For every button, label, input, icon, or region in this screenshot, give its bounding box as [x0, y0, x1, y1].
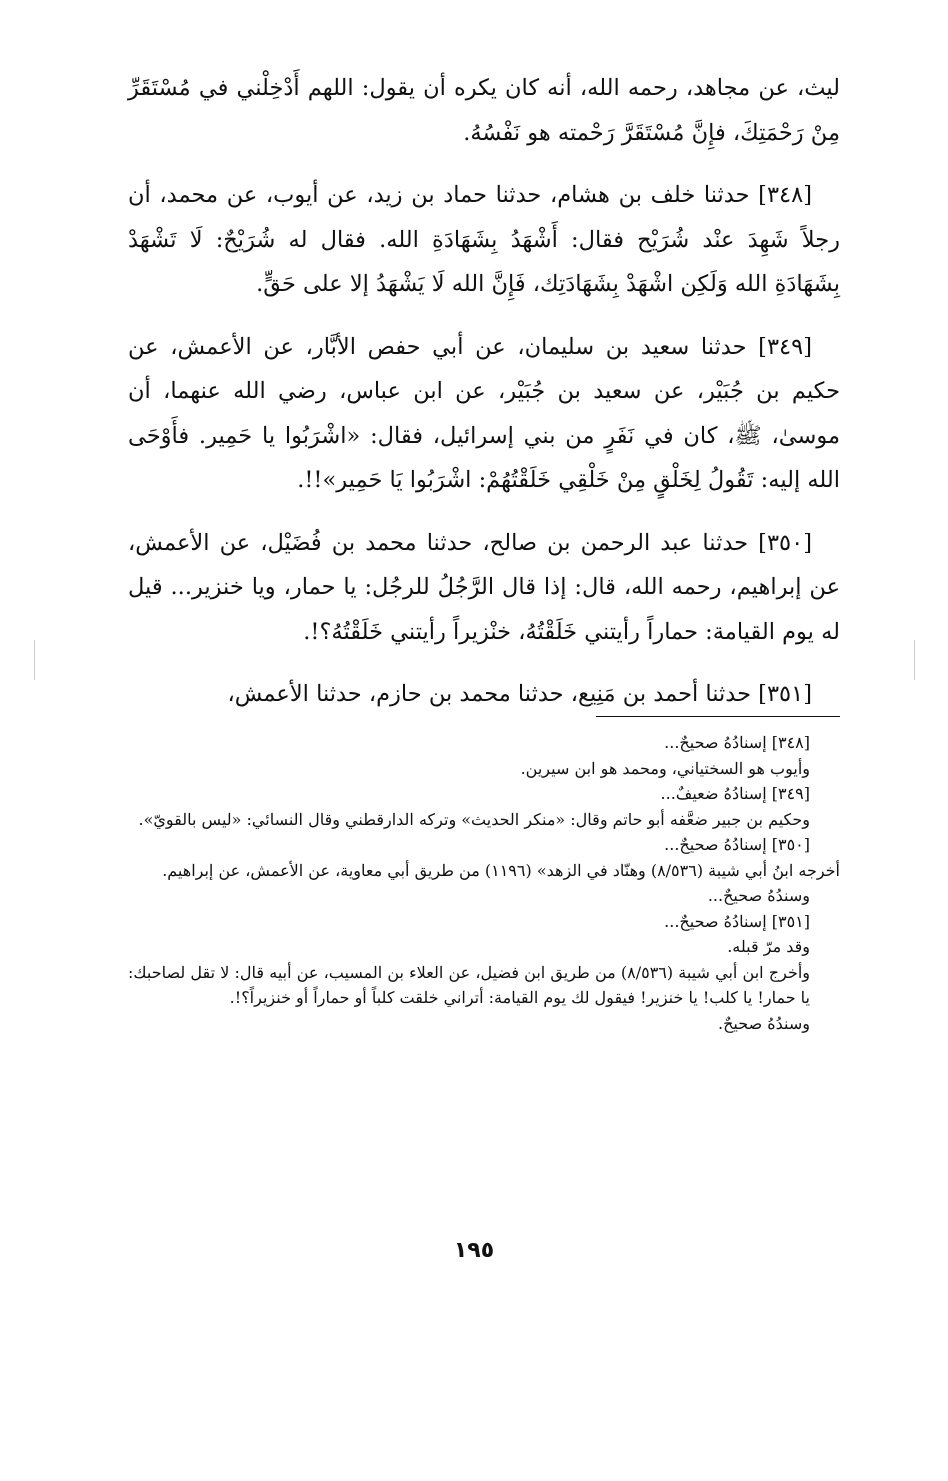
hadith-350: [٣٥٠] حدثنا عبد الرحمن بن صالح، حدثنا محمد بن فُضَيْل، عن الأعمش، عن إبراهيم، رحمه الله، قال: إذا قال الرَّجُلُ للرجُل: يا حمار، ويا خنزير... قيل له يوم القيامة: حماراً رأيتني خَلَقْتُهُ، خنْزيراً رأيتني خَلَقْتُهُ؟!. [128, 529, 840, 645]
page-number: ١٩٥ [453, 1238, 495, 1263]
footnote-line: [٣٥١] إسنادُهُ صحيحٌ... [664, 911, 810, 931]
footnote-line: وسندُهُ صحيحٌ. [718, 1013, 810, 1033]
footnote-line: وحكيم بن جبير ضعَّفه أبو حاتم وقال: «منكر الحديث» وتركه الدارقطني وقال النسائي: «ليس بالقويّ». [138, 809, 810, 829]
hadith-348: [٣٤٨] حدثنا خلف بن هشام، حدثنا حماد بن زيد، عن أيوب، عن محمد، أن رجلاً شَهِدَ عنْد شُرَيْح فقال: أَشْهَدُ بِشَهَادَةِ الله. فقال له شُرَيْحٌ: لَا تَشْهَدْ بِشَهَادَةِ الله وَلَكِن اشْهَدْ بِشَهَادَتِك، فَإِنَّ الله لَا يَشْهَدُ إلا على حَقٍّ. [128, 182, 840, 297]
footnote-line: وأيوب هو السختياني، ومحمد هو ابن سيرين. [520, 758, 810, 778]
main-text-body [128, 66, 840, 717]
footnote-line: [٣٤٩] إسنادُهُ ضعيفٌ... [660, 784, 810, 803]
footnotes-section [128, 730, 840, 1036]
footnote-line: [٣٥٠] إسنادُهُ صحيحٌ... [664, 835, 810, 854]
footnote-line: وقد مرّ قبله. [727, 937, 810, 956]
hadith-351: [٣٥١] حدثنا أحمد بن مَنِيع، حدثنا محمد بن حازم، حدثنا الأعمش، [227, 681, 812, 707]
scan-margin-mark-left [34, 640, 35, 680]
paragraph-continuation: ليث، عن مجاهد، رحمه الله، أنه كان يكره أن يقول: اللهم أَدْخِلْني في مُسْتَقَرِّ مِنْ رَحْمَتِكَ، فإِنَّ مُسْتَقَرَّ رَحْمته هو نَفْسُهُ. [128, 75, 840, 146]
scan-margin-mark-right [914, 640, 915, 680]
hadith-349: [٣٤٩] حدثنا سعيد بن سليمان، عن أبي حفص الأبَّار، عن الأعمش، عن حكيم بن جُبَيْر، عن سعيد بن جُبَيْر، عن ابن عباس، رضي الله عنهما، أن موسىٰ، ﷺ، كان في نَفَرٍ من بني إسرائيل، فقال: «اشْرَبُوا يا حَمِير. فأَوْحَى الله إليه: تَقُولُ لِخَلْقٍ مِنْ خَلْقِي خَلَقْتُهُمْ: اشْرَبُوا يَا حَمِير»!!. [128, 333, 840, 493]
footnote-line: أخرجه ابنُ أبي شيبة (٨/٥٣٦) وهنّاد في الزهد» (١١٩٦) من طريق أبي معاوية، عن الأعمش، عن إبراهيم. [162, 860, 840, 880]
footnote-line: وسندُهُ صحيحٌ... [707, 886, 810, 905]
footnote-separator [596, 716, 840, 717]
footnote-line: [٣٤٨] إسنادُهُ صحيحٌ... [664, 733, 810, 752]
footnote-line: وأخرج ابن أبي شيبة (٨/٥٣٦) من طريق ابن فضيل، عن العلاء بن المسيب، عن أبيه قال: لا تقل لصاحبك: يا حمار! يا كلب! يا خنزير! فيقول لك يوم القيامة: أتراني خلقت كلباً أو حماراً أو خنزيراً؟!. [128, 962, 811, 1007]
